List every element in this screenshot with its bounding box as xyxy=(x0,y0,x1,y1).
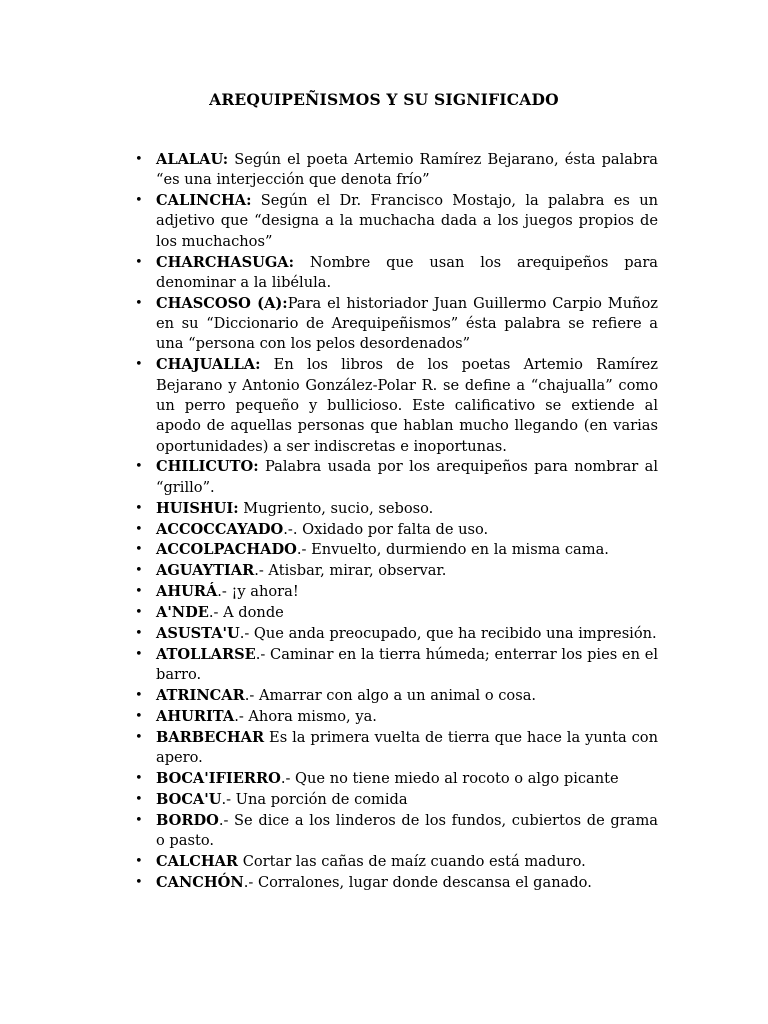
entry-term: CALCHAR xyxy=(156,852,239,870)
bullet-icon: • xyxy=(135,295,143,311)
entry-term: ATRINCAR xyxy=(156,687,245,705)
bullet-icon: • xyxy=(135,791,143,807)
entry-definition: Cortar las cañas de maíz cuando está maduro. xyxy=(238,852,586,870)
bullet-icon: • xyxy=(135,584,143,600)
entry-term: CHARCHASUGA: xyxy=(156,253,295,271)
bullet-icon: • xyxy=(135,193,143,209)
bullet-icon: • xyxy=(135,688,143,704)
entry-term: ASUSTA'U xyxy=(156,624,240,642)
entry-term: CHAJUALLA: xyxy=(156,356,261,374)
glossary-entry xyxy=(135,520,658,540)
glossary-entry xyxy=(135,769,658,789)
entry-term: CALINCHA: xyxy=(156,192,252,210)
glossary-entry xyxy=(135,150,658,191)
entry-term: ATOLLARSE xyxy=(156,645,256,663)
bullet-icon: • xyxy=(135,646,143,662)
bullet-icon: • xyxy=(135,500,143,516)
document-title: AREQUIPEÑISMOS Y SU SIGNIFICADO xyxy=(209,90,559,109)
entry-term: A'NDE xyxy=(156,604,209,622)
glossary-entry xyxy=(135,624,658,644)
bullet-icon: • xyxy=(135,874,143,890)
entry-definition: .- Ahora mismo, ya. xyxy=(234,707,377,725)
entry-definition: .- Caminar en la tierra húmeda; enterrar los pies en el barro. xyxy=(156,645,658,684)
entry-definition: Según el poeta Artemio Ramírez Bejarano, ésta palabra “es una interjección que denota frío” xyxy=(156,151,658,189)
glossary-entry xyxy=(135,603,658,623)
entry-term: ALALAU: xyxy=(156,151,229,168)
glossary-entry xyxy=(135,811,658,852)
entry-definition: .- ¡y ahora! xyxy=(217,583,299,601)
entry-definition: En los libros de los poetas Artemio Ramírez Bejarano y Antonio González-Polar R. se define a “chajualla” como un perro pequeño y bullicioso. Este calificativo se extiende al apodo de aquellas personas que hablan mucho llegando (en varias oportunidades) a ser indiscretas e inoportunas. xyxy=(156,356,658,455)
entry-term: BOCA'U xyxy=(156,790,222,808)
glossary-list xyxy=(135,150,658,894)
entry-term: BORDO xyxy=(156,811,219,829)
glossary-entry xyxy=(135,540,658,560)
entry-term: AGUAYTIAR xyxy=(156,562,255,580)
glossary-entry xyxy=(135,728,658,769)
bullet-icon: • xyxy=(135,542,143,558)
bullet-icon: • xyxy=(135,771,143,786)
glossary-entry xyxy=(135,457,658,498)
bullet-icon: • xyxy=(135,459,143,475)
bullet-icon: • xyxy=(135,729,143,745)
bullet-icon: • xyxy=(135,853,143,869)
entry-term: CHASCOSO (A): xyxy=(156,294,288,312)
entry-definition: .- Una porción de comida xyxy=(221,790,408,808)
glossary-entry xyxy=(135,686,658,706)
entry-definition: .- A donde xyxy=(208,604,284,622)
glossary-entry xyxy=(135,790,658,810)
entry-term: AHURITA xyxy=(156,707,235,725)
bullet-icon: • xyxy=(135,563,143,579)
glossary-entry xyxy=(135,707,658,727)
entry-term: CHILICUTO: xyxy=(156,458,259,476)
entry-definition: Palabra usada por los arequipeños para nombrar al “grillo”. xyxy=(156,458,658,496)
bullet-icon: • xyxy=(135,812,143,828)
entry-term: BOCA'IFIERRO xyxy=(156,770,281,787)
entry-definition: Para el historiador Juan Guillermo Carpio Muñoz en su “Diccionario de Arequipeñismos” ésta palabra se refiere a una “persona con los pelos desordenados” xyxy=(156,294,658,353)
glossary-entry xyxy=(135,294,658,355)
entry-definition: Es la primera vuelta de tierra que hace la yunta con apero. xyxy=(156,728,658,767)
entry-definition: .-. Oxidado por falta de uso. xyxy=(283,520,489,538)
entry-term: CANCHÓN xyxy=(156,873,244,891)
entry-term: ACCOLPACHADO xyxy=(156,541,297,559)
entry-definition: .- Amarrar con algo a un animal o cosa. xyxy=(244,687,537,705)
glossary-entry xyxy=(135,852,658,872)
bullet-icon: • xyxy=(135,357,143,373)
entry-definition: .- Se dice a los linderos de los fundos, cubiertos de grama o pasto. xyxy=(156,811,658,850)
entry-definition: .- Atisbar, mirar, observar. xyxy=(254,562,447,580)
entry-term: ACCOCCAYADO xyxy=(156,520,284,538)
bullet-icon: • xyxy=(135,605,143,621)
glossary-entry xyxy=(135,355,658,456)
bullet-icon: • xyxy=(135,708,143,724)
glossary-entry xyxy=(135,191,658,252)
bullet-icon: • xyxy=(135,152,143,167)
entry-term: HUISHUI: xyxy=(156,499,239,517)
bullet-icon: • xyxy=(135,625,143,641)
glossary-entry xyxy=(135,873,658,893)
entry-definition: .- Envuelto, durmiendo en la misma cama. xyxy=(296,541,609,559)
glossary-entry xyxy=(135,499,658,519)
entry-definition: Mugriento, sucio, seboso. xyxy=(238,499,434,517)
entry-term: BARBECHAR xyxy=(156,728,265,746)
entry-definition: .- Que no tiene miedo al rocoto o algo picante xyxy=(280,770,619,787)
glossary-entry xyxy=(135,645,658,686)
bullet-icon: • xyxy=(135,521,143,537)
glossary-entry xyxy=(135,561,658,581)
glossary-entry xyxy=(135,253,658,294)
entry-definition: .- Que anda preocupado, que ha recibido una impresión. xyxy=(239,624,657,642)
entry-term: AHURÁ xyxy=(156,583,218,601)
bullet-icon: • xyxy=(135,254,143,270)
entry-definition: .- Corralones, lugar donde descansa el ganado. xyxy=(243,873,592,891)
entry-definition: Según el Dr. Francisco Mostajo, la palabra es un adjetivo que “designa a la muchacha dada a los juegos propios de los muchachos” xyxy=(156,192,658,250)
glossary-entry xyxy=(135,582,658,602)
entry-definition: Nombre que usan los arequipeños para denominar a la libélula. xyxy=(156,253,658,291)
